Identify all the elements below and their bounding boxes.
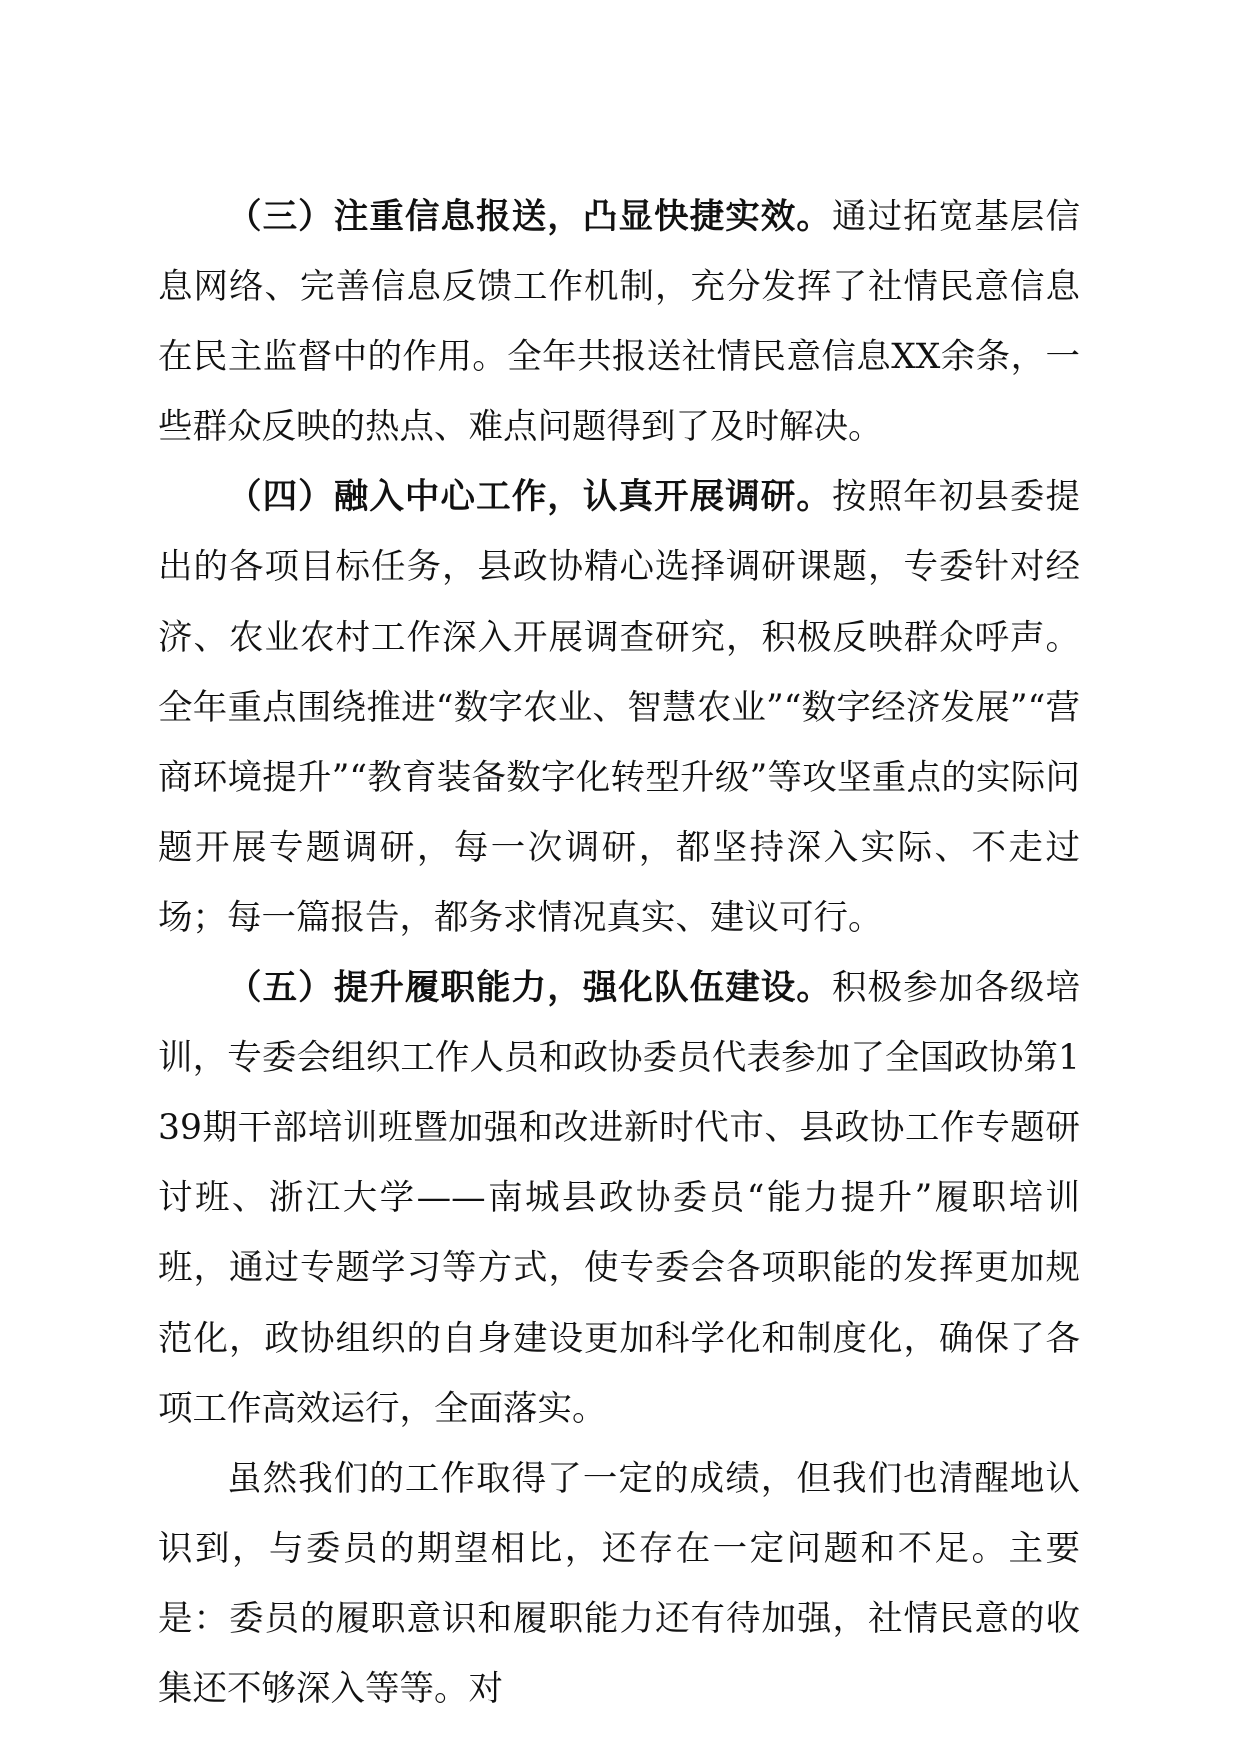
paragraph-body-4: 按照年初县委提出的各项目标任务，县政协精心选择调研课题，专委针对经济、农业农村工作深入开展调查研究，积极反映群众呼声。全年重点围绕推进“数字农业、智慧农业”“数字经济发展”“营商环境提升”“教育装备数字化转型升级”等攻坚重点的实际问题开展专题调研，每一次调研，都坚持深入实际、不走过场；每一篇报告，都务求情况真实、建议可行。 bbox=[158, 477, 1081, 938]
document-page bbox=[158, 182, 1080, 1724]
section-heading-3: （三）注重信息报送，凸显快捷实效。 bbox=[227, 197, 832, 237]
section-heading-4: （四）融入中心工作，认真开展调研。 bbox=[227, 477, 832, 518]
paragraph-info-reporting bbox=[158, 182, 1080, 462]
paragraph-body-5: 积极参加各级培训，专委会组织工作人员和政协委员代表参加了全国政协第139期干部培训班暨加强和改进新时代市、县政协工作专题研讨班、浙江大学——南城县政协委员“能力提升”履职培训班，通过专题学习等方式，使专委会各项职能的发挥更加规范化，政协组织的自身建设更加科学化和制度化，确保了各项工作高效运行，全面落实。 bbox=[158, 968, 1081, 1429]
paragraph-capacity-building bbox=[158, 953, 1080, 1444]
paragraph-body-summary: 虽然我们的工作取得了一定的成绩，但我们也清醒地认识到，与委员的期望相比，还存在一定问题和不足。主要是：委员的履职意识和履职能力还有待加强，社情民意的收集还不够深入等等。对 bbox=[158, 1458, 1080, 1709]
paragraph-research bbox=[158, 462, 1080, 953]
paragraph-body-3: 通过拓宽基层信息网络、完善信息反馈工作机制，充分发挥了社情民意信息在民主监督中的作用。全年共报送社情民意信息XX余条，一些群众反映的热点、难点问题得到了及时解决。 bbox=[158, 197, 1081, 448]
section-heading-5: （五）提升履职能力，强化队伍建设。 bbox=[227, 968, 832, 1009]
paragraph-shortcomings bbox=[158, 1444, 1080, 1724]
